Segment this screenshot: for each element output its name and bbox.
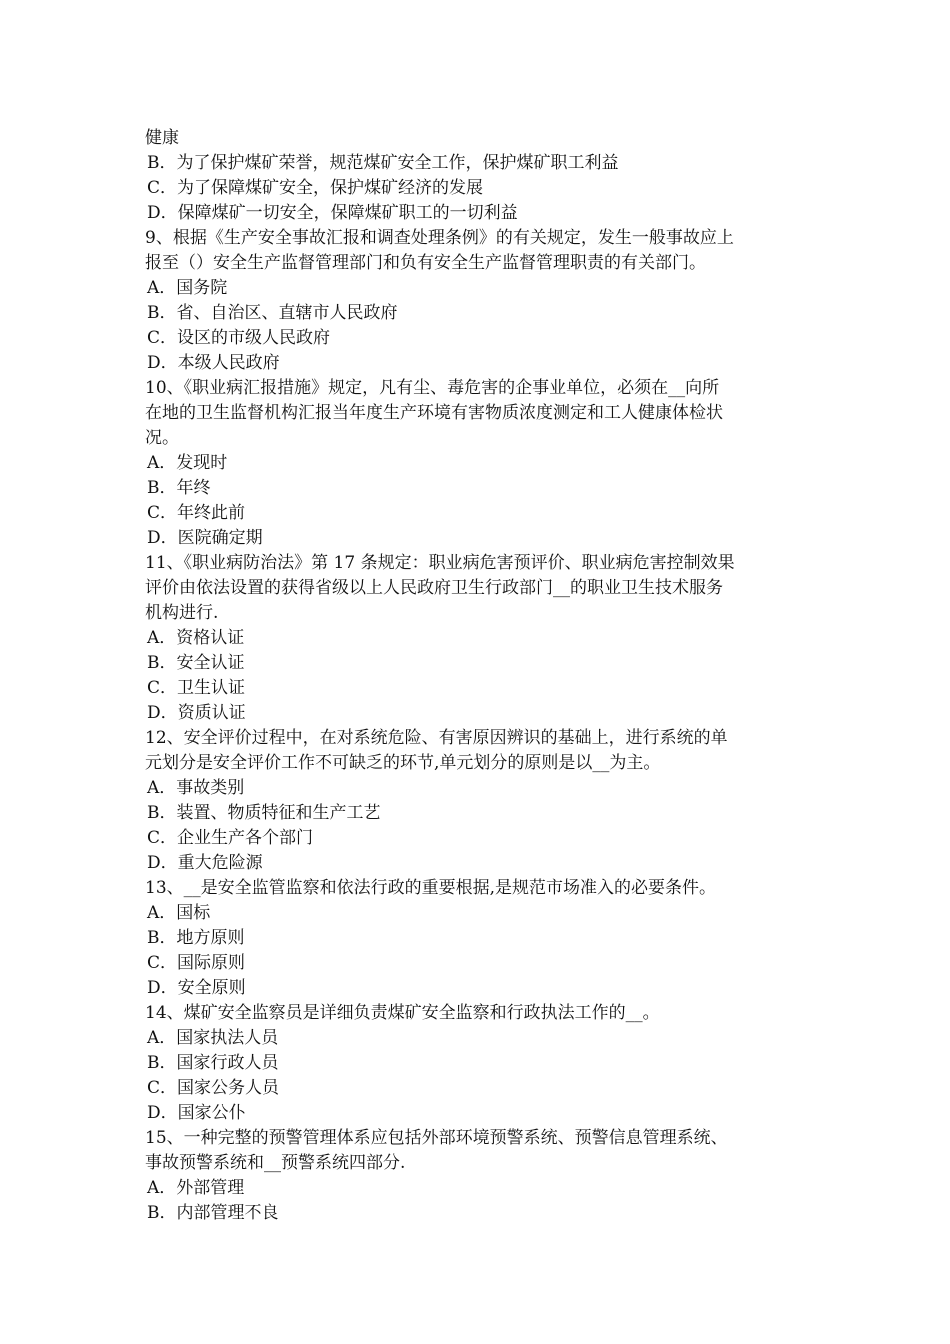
question-text: 15、一种完整的预警管理体系应包括外部环境预警系统、预警信息管理系统、	[145, 1128, 728, 1148]
text-line: 健康	[145, 128, 179, 148]
question-text: 12、安全评价过程中，在对系统危险、有害原因辨识的基础上，进行系统的单	[145, 728, 728, 748]
answer-option: D．医院确定期	[147, 528, 263, 548]
question-text: 9、根据《生产安全事故汇报和调查处理条例》的有关规定，发生一般事故应上	[145, 228, 734, 248]
answer-option: B．内部管理不良	[147, 1203, 279, 1223]
question-text: 14、煤矿安全监察员是详细负责煤矿安全监察和行政执法工作的__。	[145, 1003, 660, 1023]
question-text: 况。	[145, 428, 179, 448]
answer-option: D．安全原则	[147, 978, 246, 998]
question-text: 在地的卫生监督机构汇报当年度生产环境有害物质浓度测定和工人健康体检状	[145, 403, 723, 423]
answer-option: B．为了保护煤矿荣誉，规范煤矿安全工作，保护煤矿职工利益	[147, 153, 619, 173]
answer-option: C．国际原则	[147, 953, 246, 973]
answer-option: C．企业生产各个部门	[147, 828, 314, 848]
answer-option: A．国家执法人员	[147, 1028, 279, 1048]
answer-option: C．设区的市级人民政府	[147, 328, 331, 348]
answer-option: B．国家行政人员	[147, 1053, 279, 1073]
question-text: 机构进行.	[145, 603, 219, 623]
question-text: 事故预警系统和__预警系统四部分.	[145, 1153, 406, 1173]
question-text: 元划分是安全评价工作不可缺乏的环节,单元划分的原则是以__为主。	[145, 753, 661, 773]
question-text: 评价由依法设置的获得省级以上人民政府卫生行政部门__的职业卫生技术服务	[145, 578, 723, 598]
answer-option: C．国家公务人员	[147, 1078, 280, 1098]
answer-option: B．地方原则	[147, 928, 245, 948]
question-text: 11、《职业病防治法》第 17 条规定：职业病危害预评价、职业病危害控制效果	[145, 553, 735, 573]
answer-option: C．为了保障煤矿安全，保护煤矿经济的发展	[147, 178, 484, 198]
answer-option: B．年终	[147, 478, 211, 498]
answer-option: B．省、自治区、直辖市人民政府	[147, 303, 398, 323]
question-text: 报至（）安全生产监督管理部门和负有安全生产监督管理职责的有关部门。	[145, 253, 706, 273]
answer-option: A．事故类别	[147, 778, 245, 798]
answer-option: B．安全认证	[147, 653, 245, 673]
answer-option: A．外部管理	[147, 1178, 245, 1198]
answer-option: A．国标	[147, 903, 211, 923]
answer-option: C．年终此前	[147, 503, 246, 523]
answer-option: A．资格认证	[147, 628, 245, 648]
question-text: 10、《职业病汇报措施》规定，凡有尘、毒危害的企事业单位，必须在__向所	[145, 378, 720, 398]
document-page	[145, 126, 815, 1226]
answer-option: D．资质认证	[147, 703, 246, 723]
answer-option: C．卫生认证	[147, 678, 246, 698]
answer-option: D．本级人民政府	[147, 353, 280, 373]
answer-option: D．重大危险源	[147, 853, 263, 873]
answer-option: A．国务院	[147, 278, 228, 298]
answer-option: D．保障煤矿一切安全，保障煤矿职工的一切利益	[147, 203, 518, 223]
question-text: 13、__是安全监管监察和依法行政的重要根据,是规范市场准入的必要条件。	[145, 878, 717, 898]
answer-option: B．装置、物质特征和生产工艺	[147, 803, 381, 823]
answer-option: A．发现时	[147, 453, 228, 473]
answer-option: D．国家公仆	[147, 1103, 246, 1123]
